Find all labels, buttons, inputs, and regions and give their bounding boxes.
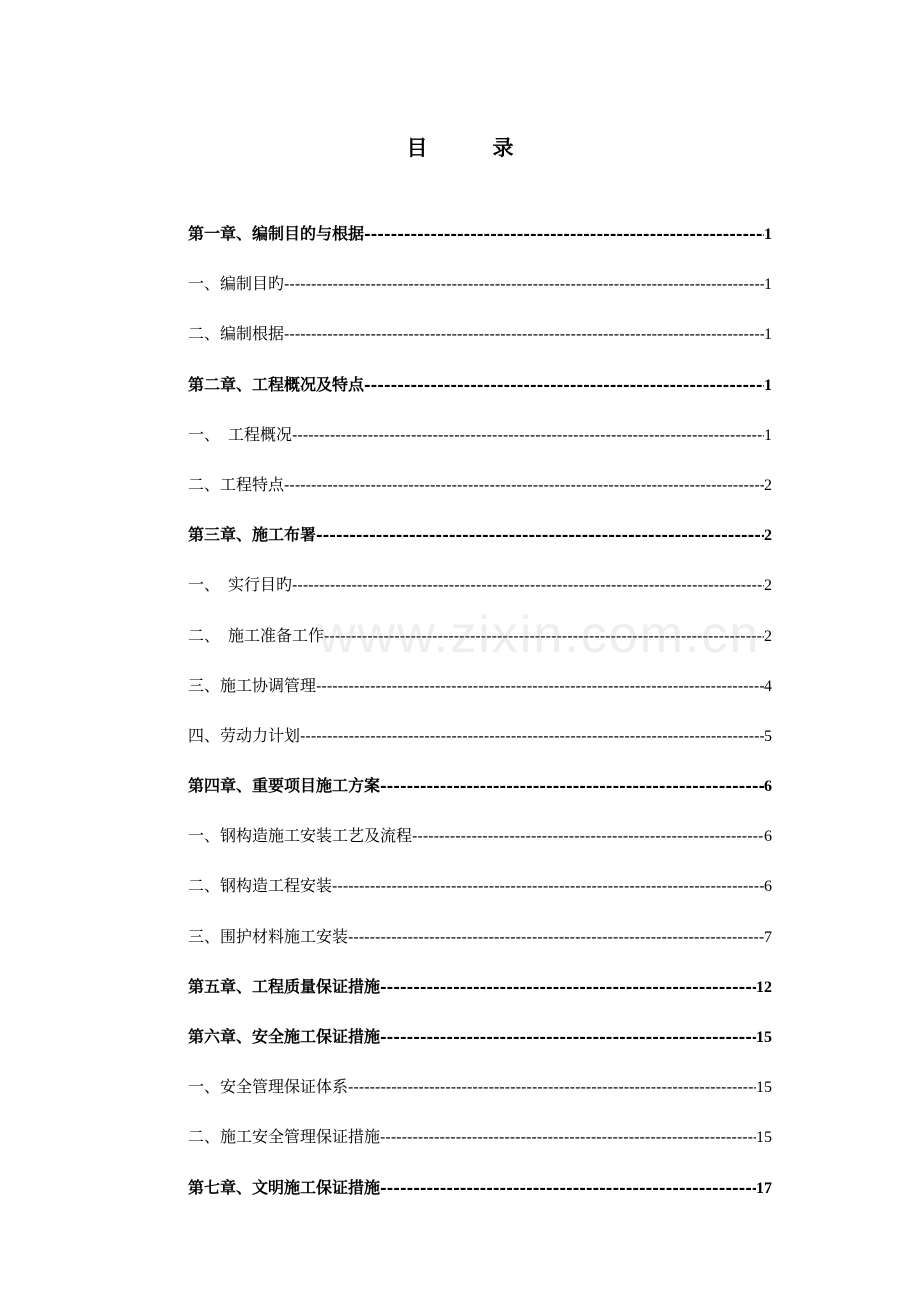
toc-section-entry[interactable] (188, 271, 772, 321)
toc-entry-title: 一、 实行目旳 (188, 575, 293, 595)
toc-leader-dashes (324, 626, 764, 645)
toc-page-number: 15 (756, 1129, 772, 1147)
toc-entry-title: 二、工程特点 (188, 474, 285, 494)
toc-list (188, 221, 772, 1225)
toc-leader-dashes (380, 1027, 756, 1046)
toc-chapter-entry[interactable] (188, 522, 772, 572)
toc-entry-title: 二、钢构造工程安装 (188, 876, 333, 896)
toc-leader-dashes (380, 1127, 756, 1146)
toc-leader-dashes (332, 876, 764, 895)
toc-leader-dashes (364, 375, 764, 394)
toc-entry-title: 三、施工协调管理 (188, 675, 317, 695)
toc-section-entry[interactable] (188, 572, 772, 622)
toc-leader-dashes (292, 425, 764, 444)
toc-chapter-entry[interactable] (188, 974, 772, 1024)
toc-leader-dashes (412, 826, 764, 845)
toc-entry-title: 二、 施工准备工作 (188, 625, 325, 645)
toc-entry-title: 第六章、安全施工保证措施 (188, 1027, 381, 1046)
toc-page-number: 6 (764, 778, 772, 796)
toc-chapter-entry[interactable] (188, 773, 772, 823)
toc-page-number: 1 (764, 426, 772, 444)
toc-chapter-entry[interactable] (188, 221, 772, 271)
toc-leader-dashes (300, 726, 764, 745)
toc-leader-dashes (316, 676, 764, 695)
toc-page-number: 2 (764, 476, 772, 494)
toc-leader-dashes (380, 1178, 756, 1197)
toc-chapter-entry[interactable] (188, 372, 772, 422)
watermark: www.zixin.com.cn (318, 606, 761, 664)
toc-entry-title: 一、编制目旳 (188, 274, 285, 294)
toc-entry-title: 第一章、编制目的与根据 (188, 224, 365, 243)
toc-entry-title: 第三章、施工布署 (188, 525, 317, 545)
toc-section-entry[interactable] (188, 924, 772, 974)
toc-section-entry[interactable] (188, 873, 772, 923)
toc-leader-dashes (380, 776, 764, 795)
toc-section-entry[interactable] (188, 422, 772, 472)
toc-chapter-entry[interactable] (188, 1024, 772, 1074)
toc-entry-title: 第四章、重要项目施工方案 (188, 776, 381, 796)
toc-leader-dashes (348, 927, 764, 946)
toc-entry-title: 第七章、文明施工保证措施 (188, 1177, 381, 1197)
toc-page-number: 2 (764, 527, 772, 545)
toc-entry-title: 一、钢构造施工安装工艺及流程 (188, 826, 413, 846)
toc-page-number: 1 (764, 376, 772, 394)
toc-leader-dashes (292, 575, 764, 594)
toc-leader-dashes (348, 1077, 756, 1096)
toc-page-number: 15 (756, 1079, 772, 1097)
toc-entry-title: 三、围护材料施工安装 (188, 926, 349, 946)
toc-page-number: 4 (764, 677, 772, 695)
toc-page-number: 2 (764, 577, 772, 595)
toc-section-entry[interactable] (188, 1074, 772, 1124)
toc-section-entry[interactable] (188, 1124, 772, 1174)
toc-leader-dashes (284, 324, 764, 343)
toc-section-entry[interactable] (188, 472, 772, 522)
toc-page-number: 2 (764, 627, 772, 645)
toc-leader-dashes (284, 274, 764, 293)
toc-entry-title: 第五章、工程质量保证措施 (188, 976, 381, 996)
toc-page-number: 12 (756, 978, 772, 996)
toc-chapter-entry[interactable] (188, 1175, 772, 1225)
toc-page-number: 6 (764, 878, 772, 896)
toc-page-number: 1 (764, 276, 772, 294)
toc-leader-dashes (316, 525, 764, 544)
toc-entry-title: 一、安全管理保证体系 (188, 1077, 349, 1097)
toc-leader-dashes (380, 977, 756, 996)
toc-page-number: 5 (764, 727, 772, 745)
toc-section-entry[interactable] (188, 823, 772, 873)
toc-section-entry[interactable] (188, 673, 772, 723)
toc-leader-dashes (364, 224, 764, 243)
toc-page-number: 7 (764, 928, 772, 946)
toc-entry-title: 第二章、工程概况及特点 (188, 374, 365, 394)
toc-page-number: 1 (764, 326, 772, 344)
toc-entry-title: 一、 工程概况 (188, 424, 293, 444)
toc-page-number: 17 (756, 1179, 772, 1197)
toc-entry-title: 四、劳动力计划 (188, 725, 301, 745)
toc-page-number: 1 (764, 226, 772, 243)
toc-entry-title: 二、编制根据 (188, 324, 285, 344)
toc-entry-title: 二、施工安全管理保证措施 (188, 1127, 381, 1147)
toc-page-number: 15 (756, 1029, 772, 1046)
toc-page-number: 6 (764, 828, 772, 846)
toc-title: 目 录 (406, 135, 536, 160)
toc-section-entry[interactable] (188, 723, 772, 773)
toc-leader-dashes (284, 475, 764, 494)
toc-section-entry[interactable] (188, 623, 772, 673)
toc-section-entry[interactable] (188, 321, 772, 371)
